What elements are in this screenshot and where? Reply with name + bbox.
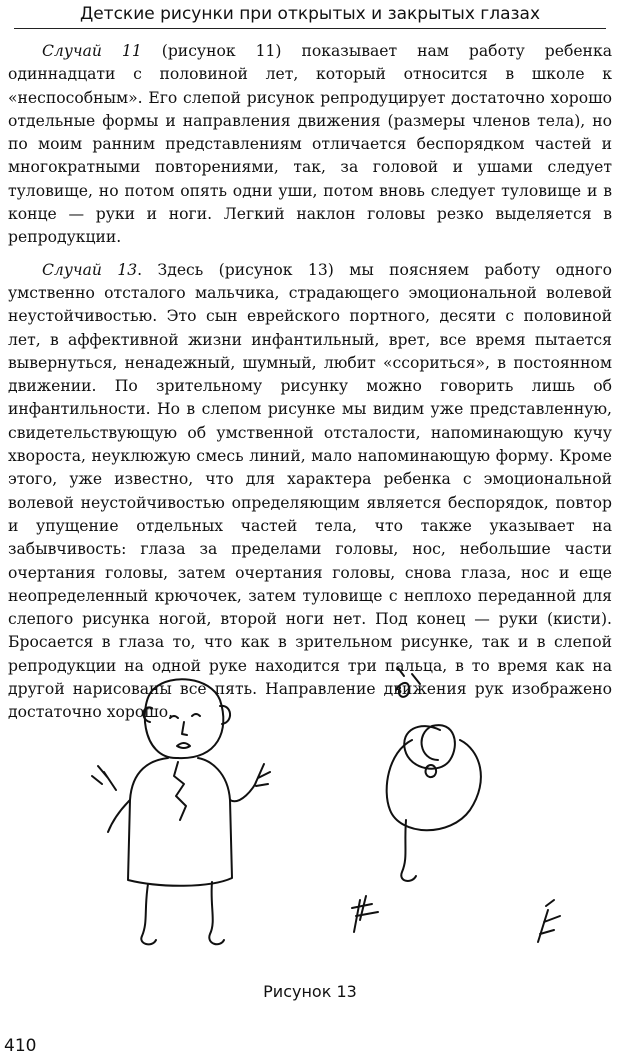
figure-caption: Рисунок 13 [263,982,357,1001]
blind-drawing [352,668,560,942]
open-eye-drawing [92,679,270,944]
body-text [8,40,612,734]
paragraph-case-11 [8,40,612,250]
paragraph-text: . Здесь (рисунок 13) мы поясняем работу одного умственно отсталого мальчика, страдающего эмоциональной волевой неустойчивостью. Это сын еврейского портного, десяти с половиной лет, в аффективной жизни инфантильный, врет, все время пытается вывернуться, ненадежный, шумный, любит «ссориться», в постоянном движении. По зрительному рисунку можно говорить лишь об инфантильности. Но в слепом рисунке мы видим уже представленную, свидетельствующую об умственной отсталости, напоминающую кучу хвороста, неуклюжую смесь линий, мало напоминающую форму. Кроме этого, уже известно, что для характера ребенка с эмоциональной волевой неустойчивостью определяющим является беспорядок, повтор и упущение отдельных частей тела, что также указывает на забывчивость: глаза за пределами головы, нос, небольшие части очертания головы, затем очертания головы, снова глаза, нос и еще неопределенный крючочек, затем туловище с неплохо переданной для слепого рисунка ногой, второй ноги нет. Под конец — руки (кисти). Бросается в глаза то, что как в зрительном рисунке, так и в слепой репродукции на одной руке находится три пальца, в то время как на другой нарисованы все пять. Направление движения рук изображено достаточно хорошо. [8,260,612,722]
case-label: Случай 11 [42,42,142,60]
paragraph-text: (рисунок 11) показывает нам работу ребенка одиннадцати с половиной лет, который относится в школе к «неспособным». Его слепой рисунок репродуцирует достаточно хорошо отдельные формы и направления движения (размеры членов тела), но по моим ранним представлениям отличается беспорядком частей и многократными повторениями, так, за головой и ушами следует туловище, но потом опять одни уши, потом вновь следует туловище и в конце — руки и ноги. Легкий наклон головы резко выделяется в репродукции. [8,42,612,247]
paragraph-case-13 [8,259,612,725]
header-title: Детские рисунки при открытых и закрытых глазах [79,4,541,24]
figure-13 [60,660,580,980]
page-number: 410 [4,1036,37,1056]
running-header [14,2,606,29]
case-label: Случай 13 [42,260,138,279]
